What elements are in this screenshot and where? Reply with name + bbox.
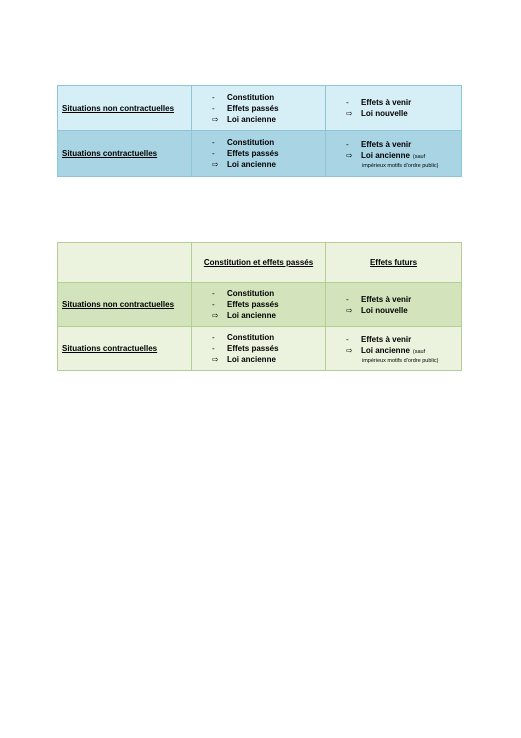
cell-constitution-effets-passes xyxy=(192,327,326,371)
note-continuation: impérieux motifs d’ordre public) xyxy=(362,358,439,364)
cell-constitution-effets-passes xyxy=(192,86,326,131)
list-item-text: Loi nouvelle xyxy=(361,305,408,315)
dash-marker: - xyxy=(346,98,349,107)
cell-effets-futurs xyxy=(326,283,462,327)
dash-marker: - xyxy=(212,333,215,342)
list-item-text: Effets passés xyxy=(227,300,279,309)
list-item xyxy=(346,97,461,108)
note-text: (sauf xyxy=(412,154,426,160)
dash-marker: - xyxy=(212,289,215,298)
column-header: Effets futurs xyxy=(326,243,462,283)
list-item xyxy=(212,103,325,114)
dash-marker: - xyxy=(212,344,215,353)
table-row xyxy=(58,86,462,131)
arrow-right-icon: ⇨ xyxy=(346,305,353,315)
list-item-text: Constitution xyxy=(227,138,275,147)
table-blue xyxy=(57,85,462,177)
list-item-text: Effets passés xyxy=(227,103,279,113)
dash-marker: - xyxy=(346,335,349,344)
list-item-text: Loi ancienne xyxy=(227,311,276,320)
arrow-right-icon: ⇨ xyxy=(346,151,353,160)
cell-effets-futurs xyxy=(326,86,462,131)
list-item xyxy=(346,139,461,150)
list-item xyxy=(212,332,325,343)
table-row xyxy=(58,283,462,327)
list-item-text: Loi ancienne xyxy=(227,114,276,124)
list-item xyxy=(212,354,325,365)
note-text: (sauf xyxy=(412,349,426,355)
list-item xyxy=(346,150,461,163)
list-item xyxy=(346,108,461,119)
arrow-right-icon: ⇨ xyxy=(212,355,219,364)
row-label: Situations non contractuelles xyxy=(58,86,192,131)
cell-constitution-effets-passes xyxy=(192,131,326,177)
dash-marker: - xyxy=(346,294,349,304)
dash-marker: - xyxy=(212,138,215,147)
list-item xyxy=(346,294,461,305)
list-item-text: Effets à venir xyxy=(361,335,412,344)
dash-marker: - xyxy=(212,300,215,309)
dash-marker: - xyxy=(212,103,215,113)
list-item-text: Effets à venir xyxy=(361,140,412,149)
dash-marker: - xyxy=(346,140,349,149)
list-item-text: Loi ancienne xyxy=(227,160,276,169)
list-item-text: Effets passés xyxy=(227,344,279,353)
list-item-text: Effets passés xyxy=(227,149,279,158)
arrow-right-icon: ⇨ xyxy=(346,346,353,355)
list-item xyxy=(212,159,325,170)
table-row xyxy=(58,327,462,371)
list-item-text: Effets à venir xyxy=(361,98,412,107)
note-continuation: impérieux motifs d’ordre public) xyxy=(362,163,439,169)
list-item xyxy=(346,305,461,316)
list-item xyxy=(212,288,325,299)
cell-effets-futurs xyxy=(326,131,462,177)
arrow-right-icon: ⇨ xyxy=(212,160,219,169)
arrow-right-icon: ⇨ xyxy=(212,311,219,320)
list-item-text: Loi nouvelle xyxy=(361,109,408,118)
list-item xyxy=(346,334,461,345)
arrow-right-icon: ⇨ xyxy=(346,109,353,118)
list-item xyxy=(212,148,325,159)
cell-effets-futurs xyxy=(326,327,462,371)
list-item-text: Constitution xyxy=(227,92,275,102)
list-item-text: Constitution xyxy=(227,333,275,342)
table-header-row xyxy=(58,243,462,283)
arrow-right-icon: ⇨ xyxy=(212,114,219,124)
list-item xyxy=(212,343,325,354)
list-item-text: Loi ancienne xyxy=(361,346,410,355)
dash-marker: - xyxy=(212,92,215,102)
list-item xyxy=(212,299,325,310)
list-item xyxy=(212,137,325,148)
row-label: Situations contractuelles xyxy=(58,131,192,177)
column-header: Constitution et effets passés xyxy=(192,243,326,283)
list-item-text: Effets à venir xyxy=(361,294,412,304)
list-item-text: Loi ancienne xyxy=(361,151,410,160)
list-item-text: Constitution xyxy=(227,289,275,298)
list-item xyxy=(212,92,325,103)
list-item xyxy=(212,310,325,321)
list-item xyxy=(212,114,325,125)
cell-constitution-effets-passes xyxy=(192,283,326,327)
row-label: Situations contractuelles xyxy=(58,327,192,371)
table-row xyxy=(58,131,462,177)
list-item xyxy=(346,345,461,358)
dash-marker: - xyxy=(212,149,215,158)
row-label: Situations non contractuelles xyxy=(58,283,192,327)
list-item-text: Loi ancienne xyxy=(227,355,276,364)
table-green xyxy=(57,242,462,371)
header-empty-cell xyxy=(58,243,192,283)
